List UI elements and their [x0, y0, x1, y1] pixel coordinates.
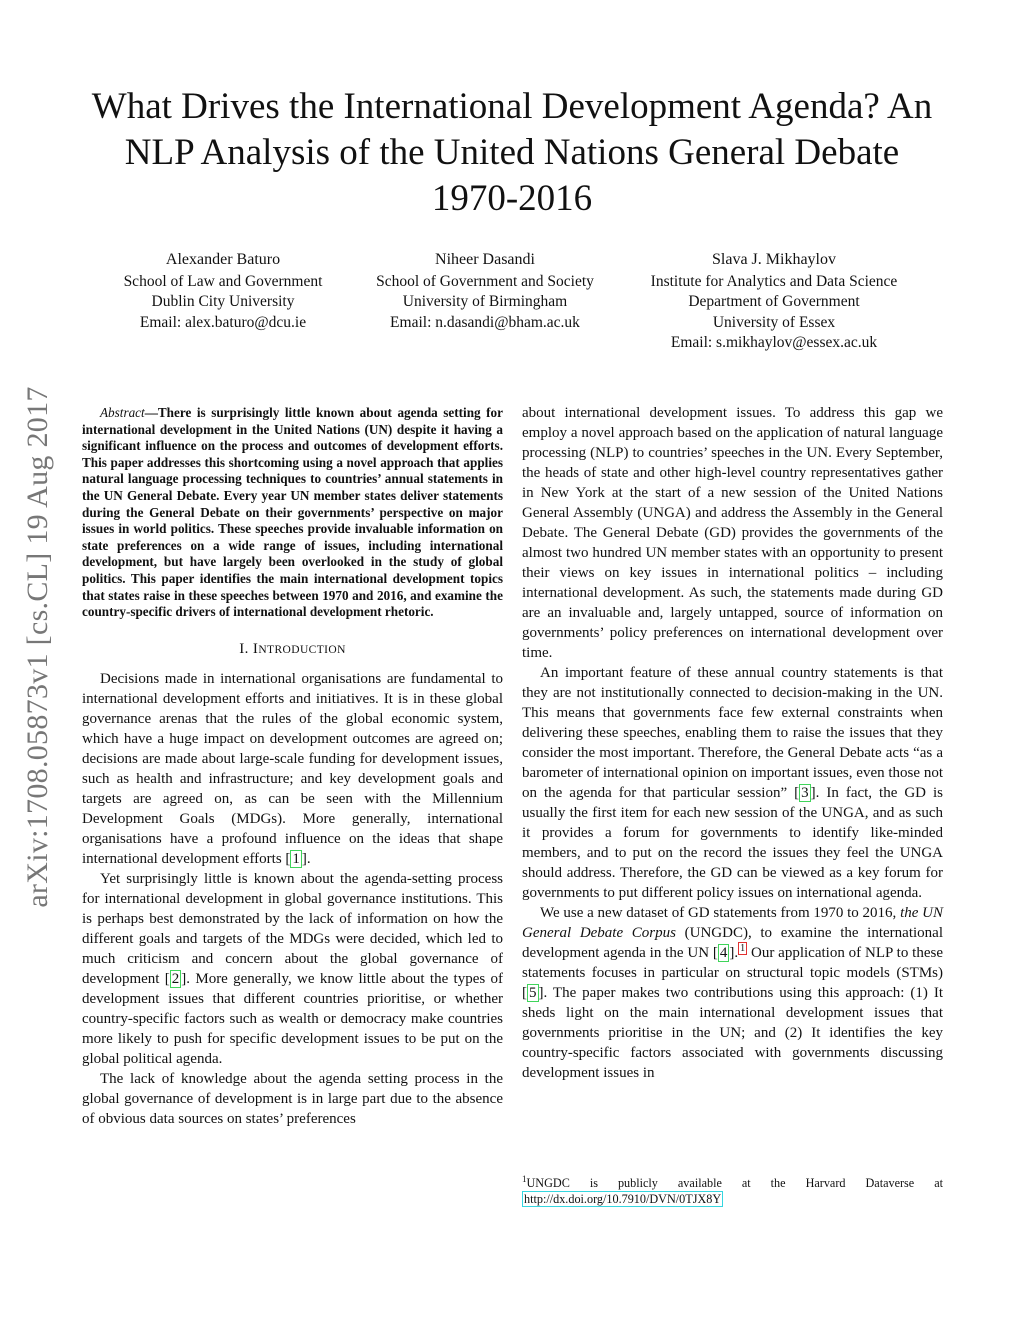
paragraph: Yet surprisingly little is known about the agenda-setting process for international development in global governance institutions. This is perhaps best demonstrated by the lack of information on how the different goals and targets of the MDGs were decided, which led to much criticism and concern about the global governance of development [ 2 ]. More generally, we know little about the types of development issues that different countries prioritise, or whether country-specific factors such as wealth or democracy make countries more likely to push for specific development issues to be put on the global political agenda.	[82, 870, 503, 1067]
left-column	[82, 405, 503, 1129]
author-email: Email: n.dasandi@bham.ac.uk	[390, 313, 580, 331]
corpus-name: the UN General Debate Corpus	[522, 905, 943, 941]
author-email: Email: alex.baturo@dcu.ie	[139, 313, 307, 331]
author-affiliation: Institute for Analytics and Data Science	[650, 272, 898, 290]
footnote-link[interactable]: 1	[740, 943, 746, 954]
paragraph-text: . In fact, the GD is usually the first item for each new session of the UNGA, and as such it provides a forum for governments to identify like-minded members, and to put on the record the issues they feel the UNGA should address. Therefore, the GD can be viewed as a key forum for governments to put different policy issues on international agenda.	[522, 785, 944, 901]
arxiv-identifier: arXiv:1708.05873v1 [cs.CL] 19 Aug 2017	[21, 386, 54, 908]
paragraph-text: Our application of NLP to these statements focuses in particular on structural topic models (STMs)	[522, 945, 944, 981]
paragraph-text: We use a new dataset of GD statements from 1970 to 2016,	[540, 905, 901, 921]
author-email: Email: s.mikhaylov@essex.ac.uk	[670, 334, 878, 351]
author-name: Alexander Baturo	[165, 251, 281, 268]
author-affiliation: School of Government and Society	[376, 272, 594, 290]
citation-link[interactable]: 3	[801, 785, 809, 801]
paragraph-text: . More generally, we know little about the types of development issues that different countries prioritise, or whether country-specific factors such as wealth or democracy make countries more likely to push for specific development issues to be put on the global political agenda.	[82, 970, 503, 1067]
paragraph-text: . The paper makes two contributions using this approach: (1) It sheds light on the main international development issues that governments prioritise in the UN; and (2) It identifies the key country-specific factors associated with governments discussing development issues in	[522, 985, 943, 1081]
paragraph-text: An important feature of these annual country statements is that they are not institutionally connected to decision-making in the UN. This means that governments face few external constraints when delivering these speeches, enabling them to raise the issues that they consider the most important. Therefore, the General Debate acts “as a barometer of international opinion on important issues, even those not on the agenda for that particular session”	[522, 665, 943, 801]
paragraph-text: Decisions made in international organisations are fundamental to international development efforts and initiatives. It is in these global governance arenas that the rules of the global economic system, which have a huge impact on development outcomes are agreed on; decisions are made about large-scale funding for development issues, such as health and infrastructure; and key development goals and targets are agreed on, as can be seen with the Millennium Development Goals (MDGs). More generally, international organisations have a profound influence on the ideas that shape international development efforts	[82, 670, 503, 867]
paragraph-text: about international development issues. To address this gap we employ a novel approach based on the application of natural language processing (NLP) to countries’ speeches in the UN. Every September, the heads of state and other high-level country representatives gather in New York at the start of a new session of the United Nations General Assembly (UNGA) and address the Assembly in the General Debate. The General Debate (GD) provides the governments of the almost two hundred UN member states with an opportunity to present their views on key issues in international politics – including international development. As such, the statements made during GD are an invaluable and, largely untapped, source of information on governments’ policy preferences on international development over time.	[522, 405, 943, 661]
citation-link[interactable]: 5	[529, 985, 537, 1001]
arxiv-sidebar	[10, 352, 66, 942]
paragraph-text: Yet surprisingly little is known about the agenda-setting process for international development in global governance institutions. This is perhaps best demonstrated by the lack of information on how the different goals and targets of the MDGs were decided, which led to much criticism and concern about the global governance of development	[82, 870, 503, 987]
paragraph: An important feature of these annual country statements is that they are not institutionally connected to decision-making in the UN. This means that governments face few external constraints when delivering these speeches, enabling them to raise the issues that they consider the most important. Therefore, the General Debate acts “as a barometer of international opinion on important issues, even those not on the agenda for that particular session” [ 3 ]. In fact, the GD is usually the first item for each new session of the UNGA, and as such it provides a forum for governments to identify like-minded members, and to put on the record the issues they feel the UNGA should address. Therefore, the GD can be viewed as a key forum for governments to put different policy issues on international agenda.	[522, 665, 944, 901]
citation-link[interactable]: 1	[292, 850, 300, 867]
author-block-1	[92, 250, 354, 333]
footnote	[522, 1171, 943, 1207]
author-affiliation: Dublin City University	[151, 293, 295, 310]
citation-link[interactable]: 4	[719, 945, 728, 961]
right-column	[522, 403, 943, 1083]
paper-title: What Drives the International Development Agenda? An NLP Analysis of the United Nations General Debate 1970-2016	[91, 86, 933, 219]
author-block-2	[354, 250, 616, 333]
footnote-mark: 1	[522, 1174, 527, 1184]
author-affiliation: University of Essex	[712, 313, 836, 331]
author-name: Niheer Dasandi	[435, 251, 535, 268]
paragraph	[522, 403, 943, 663]
author-affiliation: School of Law and Government	[123, 272, 323, 290]
citation-link[interactable]: 2	[171, 970, 180, 987]
paragraph: Decisions made in international organisations are fundamental to international development efforts and initiatives. It is in these global governance arenas that the rules of the global economic system, which have a huge impact on development outcomes are agreed on; decisions are made about large-scale funding for development issues, such as health and infrastructure; and key development goals and targets are agreed on, as can be seen with the Millennium Development Goals (MDGs). More generally, international organisations have a profound influence on the ideas that shape international development efforts [ 1 ].	[82, 670, 503, 867]
abstract-label: Abstract	[100, 405, 145, 420]
footnote-text: UNGDC is publicly available at the Harvard Dataverse at	[526, 1176, 943, 1191]
author-affiliation: Department of Government	[688, 293, 860, 310]
paragraph-text: .	[306, 850, 311, 867]
abstract-text: There is surprisingly little known about agenda setting for international development in the United Nations (UN) despite it having a significant influence on the process and outcomes of development efforts. This paper addresses this shortcoming using a novel approach that applies natural language processing techniques to countries’ annual statements in the UN General Debate. Every year UN member states deliver statements during the General Debate on their governments’ perspective on major issues in world politics. These speeches provide invaluable information on state preferences on a wide range of issues, including international development, but have largely been overlooked in the study of global politics. This paper identifies the main international development topics that states raise in these speeches between 1970 and 2016, and examine the country-specific drivers of international development rhetoric.	[82, 405, 503, 620]
author-block-3	[616, 250, 932, 354]
author-affiliation: University of Birmingham	[402, 293, 568, 310]
paragraph	[82, 1069, 503, 1129]
section-title-initial: I	[252, 640, 259, 657]
abstract: Abstract—There is surprisingly little known about agenda setting for international development in the United Nations (UN) despite it having a significant influence on the process and outcomes of development efforts. This paper addresses this shortcoming using a novel approach that applies natural language processing techniques to countries’ annual statements in the UN General Debate. Every year UN member states deliver statements during the General Debate on their governments’ perspective on major issues in world politics. These speeches provide invaluable information on state preferences on a wide range of issues, including international development, but have largely been overlooked in the study of global politics. This paper identifies the main international development topics that states raise in these speeches between 1970 and 2016, and examine the country-specific drivers of international development rhetoric.	[82, 405, 503, 620]
paragraph: We use a new dataset of GD statements from 1970 to 2016, the UN General Debate Corpus (UNGDC), to examine the international development agenda in the UN [ 4 ]. $^1$ Our application of NLP to these statements focuses in particular on structural topic models (STMs) [ 5 ]. The paper makes two contributions using this approach: (1) It sheds light on the main international development issues that governments prioritise in the UN; and (2) It identifies the key country-specific factors associated with governments discussing development issues in	[522, 905, 944, 1081]
paragraph-text: (UNGDC), to examine the international development agenda in the UN	[522, 925, 943, 961]
section-number: I.	[239, 640, 249, 657]
dataverse-url-link[interactable]: http://dx.doi.org/10.7910/DVN/0TJX8Y	[524, 1192, 722, 1207]
section-title-rest: NTRODUCTION	[258, 643, 346, 656]
author-name: Slava J. Mikhaylov	[712, 251, 836, 268]
section-heading	[82, 639, 503, 660]
paragraph-text: The lack of knowledge about the agenda setting process in the global governance of development is in large part due to the absence of obvious data sources on states’ preferences	[82, 1070, 503, 1127]
